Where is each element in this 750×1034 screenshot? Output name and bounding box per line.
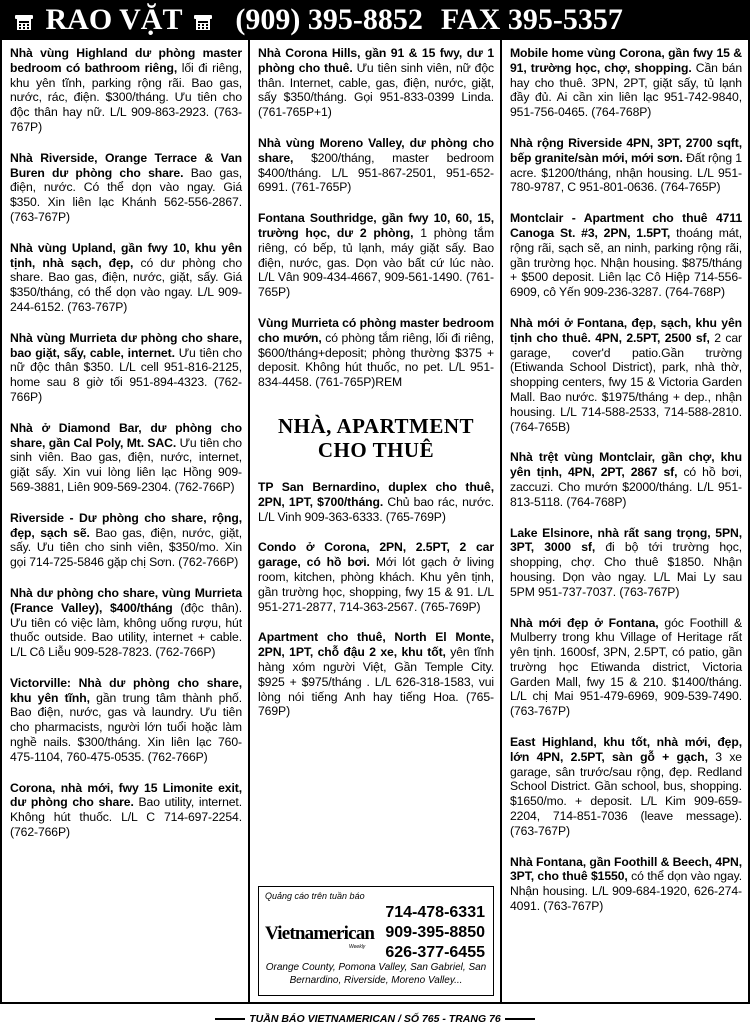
classified-ad (510, 136, 742, 195)
promo-intro: Quảng cáo trên tuần báo (265, 891, 365, 901)
column-1 (0, 40, 250, 1002)
footer-text: TUẦN BÁO VIETNAMERICAN / SỐ 765 - TRANG 76 (249, 1013, 501, 1025)
classified-ad (10, 331, 242, 405)
promo-phone: 626-377-6455 (385, 944, 485, 961)
telephone-icon (193, 12, 213, 32)
ad-headline: Riverside - Dư phòng cho share, rộng, đẹp, sạch sẽ. (10, 510, 242, 540)
ad-headline: Nhà mới đẹp ở Fontana, (510, 615, 659, 630)
promo-phones (385, 903, 485, 963)
page-header (0, 0, 750, 40)
header-phone: (909) 395-8852 (235, 3, 423, 36)
logo-subtitle: Weekly (349, 944, 366, 950)
classified-ad (510, 616, 742, 720)
ad-body: có dư phòng cho share. Bao gas, điện, nước, giặt, sấy. Giá $350/tháng, có thể dọn vào ngay. L/L 909-244-6152. (763-767P) (10, 255, 242, 314)
classified-ad (510, 526, 742, 600)
column-2 (250, 40, 502, 1002)
ad-headline: East Highland, khu tốt, nhà mới, đẹp, lớn 4PN, 2.5PT, sàn gỗ + gạch, (510, 735, 742, 764)
promo-phone: 909-395-8850 (385, 924, 485, 941)
classified-ad (10, 421, 242, 495)
advertising-promo-box (258, 886, 494, 996)
ad-body: đi bộ tới trường học, shopping, chợ. Cho thuê $1850. Nhận housing. Dọn vào ngay. L/L Mai Ly sau 5PM 951-737-7037. (763-767P) (510, 540, 742, 599)
ad-body: có thể dọn vào ngay. Nhận housing. L/L 909-684-1920, 626-274-4091. (763-767P) (510, 869, 742, 914)
classified-ad (258, 316, 494, 390)
footer-rule (505, 1018, 535, 1020)
ad-headline: Nhà rộng Riverside 4PN, 3PT, 2700 sqft, bếp granite/sàn mới, mới sơn. (510, 135, 742, 165)
ad-body: thoáng mát, rộng rãi, sạch sẽ, an ninh, parking rộng rãi, gần trường học. Nhận housing. $875/tháng + $500 deposit. Liên lạc Cô Hiệp 714-556-6909, cô Yến 909-236-3287. (764-768P) (510, 225, 742, 300)
ad-body: 2 car garage, cover'd patio.Gần trường (Etiwanda School District), park, nhà thờ, shopping centers, fwy 15 & Victoria Garden Mall. Bao nước. $1975/tháng + dep., nhận housing. L/L 714-588-2533, 714-588-2810. (764-765B) (510, 330, 742, 434)
classified-ad (510, 450, 742, 509)
ad-body: Ưu tiên cho sinh viên. Bao gas, điện, nước, internet, giặt sấy. Xin vui lòng liên lạc Hồng 909-569-3881, Liên 909-569-2304. (762-766P) (10, 435, 242, 494)
header-title: RAO VẶT (45, 3, 182, 36)
ad-body: yên tĩnh hàng xóm người Việt, Gần Temple City. $925 + $975/tháng . L/L 626-318-1583, vui lòng nói tiếng Anh hay tiếng Hoa. (765-769P) (258, 645, 494, 719)
classified-ad (258, 46, 494, 120)
ad-body: Bao utility, internet. Không hút thuốc. L/L C 714-697-2254. (762-766P) (10, 795, 243, 840)
ad-body: $200/tháng, master bedroom $400/tháng. L/L 951-867-2501, 951-652-6991. (761-765P) (258, 150, 494, 195)
ad-body: Mới lót gạch ở living room, kitchen, phòng khách. Khu yên tịnh, gần trường học, shopping, fwy 15 & 91. L/L 951-271-2877, 714-363-2567. (765-769P) (258, 555, 494, 614)
ad-body: Ưu tiên sinh viên, nữ độc thân. Internet, cable, gas, điện, nước, giặt, sấy $350/tháng. Gọi 951-833-0399 Linda. (761-765P+1) (258, 60, 494, 120)
ad-headline: Nhà Fontana, gần Foothill & Beech, 4PN, 3PT, cho thuê $1550, (510, 854, 742, 884)
ad-body: Bao gas, điện, nước. Có thể dọn vào ngay. Giá $350. Xin liên lạc Khánh 562-556-2867. (763-767P) (10, 165, 243, 224)
ad-headline: Vùng Murrieta có phòng master bedroom cho mướn, (258, 315, 494, 345)
ad-body: (độc thân). Ưu tiên có việc làm, không uống rượu, hút thuốc outside. Bao utility, internet + cable. L/L Cô Liễu 909-528-7823. (762-766P) (10, 600, 242, 660)
ad-headline: Montclair - Apartment cho thuê 4711 Canoga St. #3, 2PN, 1.5PT, (510, 211, 742, 240)
classified-ad (10, 151, 242, 225)
classified-ad (258, 211, 494, 300)
classified-ad (10, 586, 242, 660)
ad-headline: Nhà vùng Murrieta dư phòng cho share, bao giặt, sấy, cable, internet. (10, 330, 242, 360)
ad-headline: Mobile home vùng Corona, gần fwy 15 & 91, trường học, chợ, shopping. (510, 46, 742, 75)
ad-headline: Nhà Riverside, Orange Terrace & Van Buren dư phòng cho share. (10, 150, 242, 180)
ad-headline: Apartment cho thuê, North El Monte, 2PN, 1PT, chỗ đậu 2 xe, khu tốt, (258, 630, 494, 660)
ad-body: 3 xe garage, sân trước/sau rộng, đẹp. Redland School District. Gần school, bus, shopping. $1650/mo. + deposit. L/L Kim 909-659-2204, 714-851-7036 (leave message). (763-767P) (510, 749, 742, 838)
ad-body: Ưu tiên cho nữ độc thân $350. L/L cell 951-816-2125, home sau 8 giờ tối 951-894-4323. (762-766P) (10, 345, 242, 404)
classified-ad (258, 540, 494, 614)
classified-ad (258, 630, 494, 719)
classified-ad (510, 211, 742, 300)
classified-ad (510, 735, 742, 839)
ad-headline: Nhà ở Diamond Bar, dư phòng cho share, gần Cal Poly, Mt. SAC. (10, 420, 242, 450)
classified-ad (510, 855, 742, 914)
ad-headline: Nhà vùng Moreno Valley, dư phòng cho share, (258, 135, 494, 165)
section-title: NHÀ, APARTMENT CHO THUÊ (277, 413, 475, 462)
promo-phone: 714-478-6331 (385, 904, 485, 921)
page-footer (0, 1002, 750, 1034)
ad-body: có phòng tắm riêng, lối đi riêng, $600/tháng+deposit; phòng thường $375 + deposit. Không hút thuốc, no pet. L/L 951-834-4458. (761-765P)REM (258, 330, 495, 390)
ad-body: Bao gas, điện, nước, giặt, sấy. Ưu tiên cho sinh viên, $350/mo. Xin gọi 714-725-5846 gặp chị Sơn. (762-766P) (10, 525, 242, 570)
ad-headline: Nhà dư phòng cho share, vùng Murrieta (France Valley), $400/tháng (10, 585, 242, 615)
ad-body: Cần bán hay cho thuê. 3PN, 2PT, giặt sấy, tủ lạnh đầy đủ. Ai cần xin liên lạc 951-742-9840, 951-756-0465. (764-768P) (510, 60, 742, 120)
classified-ad (10, 781, 242, 840)
classified-ad (10, 676, 242, 765)
classified-ad (10, 46, 242, 135)
classified-ad (10, 511, 242, 570)
classified-ad (510, 316, 742, 434)
vietnamerican-logo: Vietnamerican (265, 923, 375, 944)
classified-ad (258, 480, 494, 524)
header-fax: FAX 395-5357 (440, 3, 623, 36)
ad-headline: Nhà mới ở Fontana, đẹp, sạch, khu yên tịnh cho thuê. 4PN, 2.5PT, 2500 sf, (510, 315, 742, 345)
ad-body: gần trung tâm thành phố. Bao điện, nước, gas và laundry. Ưu tiên cho pharmacists, người lớn tuổi hoặc làm nghề nails. $300/tháng. Xin liên lạc 760-475-1104, 760-475-0535. (762-766P) (10, 690, 242, 764)
ad-body: góc Foothill & Mulberry trong khu Village of Heritage rất yên tịnh. 1600sf, 3PN, 2.5PT, có patio, gần trường học Etiwanda district, Victoria Garden Mall, fwy 15 & 210. $1400/tháng. L/L chị Mai 951-479-6969, 909-539-7490. (763-767P) (510, 615, 742, 719)
ad-body: có hồ bơi, zaccuzi. Cho mướn $2000/tháng. L/L 951-813-5118. (764-768P) (510, 465, 742, 509)
column-3 (502, 40, 750, 1002)
ad-body: Đất rộng 1 acre. $1200/tháng, nhận housing. L/L 951-780-9787, C 951-801-0636. (764-765P) (510, 150, 742, 195)
ad-headline: Nhà vùng Highland dư phòng master bedroom có bathroom riêng, (10, 46, 242, 75)
ad-headline: Nhà Corona Hills, gần 91 & 15 fwy, dư 1 phòng cho thuê. (258, 46, 494, 75)
ad-body: 1 phòng tắm riêng, có bếp, tủ lạnh, máy giặt sấy. Bao điện, nước, gas. Dọn vào bất cứ lúc nào. L/L Vân 909-434-4667, 909-561-1490. (761-765P) (258, 225, 494, 300)
ad-body: Chủ bao rác, nước. L/L Vinh 909-363-6333. (765-769P) (258, 494, 494, 524)
ad-body: lối đi riêng, khu yên tĩnh, parking rộng rãi. Bao gas, nước, rác, điện. $300/tháng. Ưu tiên cho độc thân hay nữ. L/L 909-863-2923. (763-767P) (10, 60, 242, 134)
classified-ad (510, 46, 742, 120)
ad-headline: Condo ở Corona, 2PN, 2.5PT, 2 car garage, có hồ bơi. (258, 540, 494, 570)
ad-headline: Corona, nhà mới, fwy 15 Limonite exit, dư phòng cho share. (10, 780, 242, 810)
ad-headline: Fontana Southridge, gần fwy 10, 60, 15, trường học, dư 2 phòng, (258, 211, 494, 240)
ad-headline: Nhà vùng Upland, gần fwy 10, khu yên tịnh, nhà sạch, đẹp, (10, 240, 242, 270)
ad-headline: TP San Bernardino, duplex cho thuê, 2PN, 1PT, $700/tháng. (258, 479, 494, 509)
header-title-group (0, 3, 217, 37)
ad-headline: Nhà trệt vùng Montclair, gần chợ, khu yên tịnh, 4PN, 2PT, 2867 sf, (510, 450, 742, 480)
classified-ad (10, 241, 242, 315)
classified-ad (258, 136, 494, 195)
ad-headline: Lake Elsinore, nhà rất sang trọng, 5PN, 3PT, 3000 sf, (510, 525, 742, 555)
footer-rule (215, 1018, 245, 1020)
telephone-icon (14, 12, 34, 32)
promo-cities: Orange County, Pomona Valley, San Gabriel, San Bernardino, Riverside, Moreno Valley... (265, 962, 487, 986)
ad-headline: Victorville: Nhà dư phòng cho share, khu yên tĩnh, (10, 675, 242, 705)
